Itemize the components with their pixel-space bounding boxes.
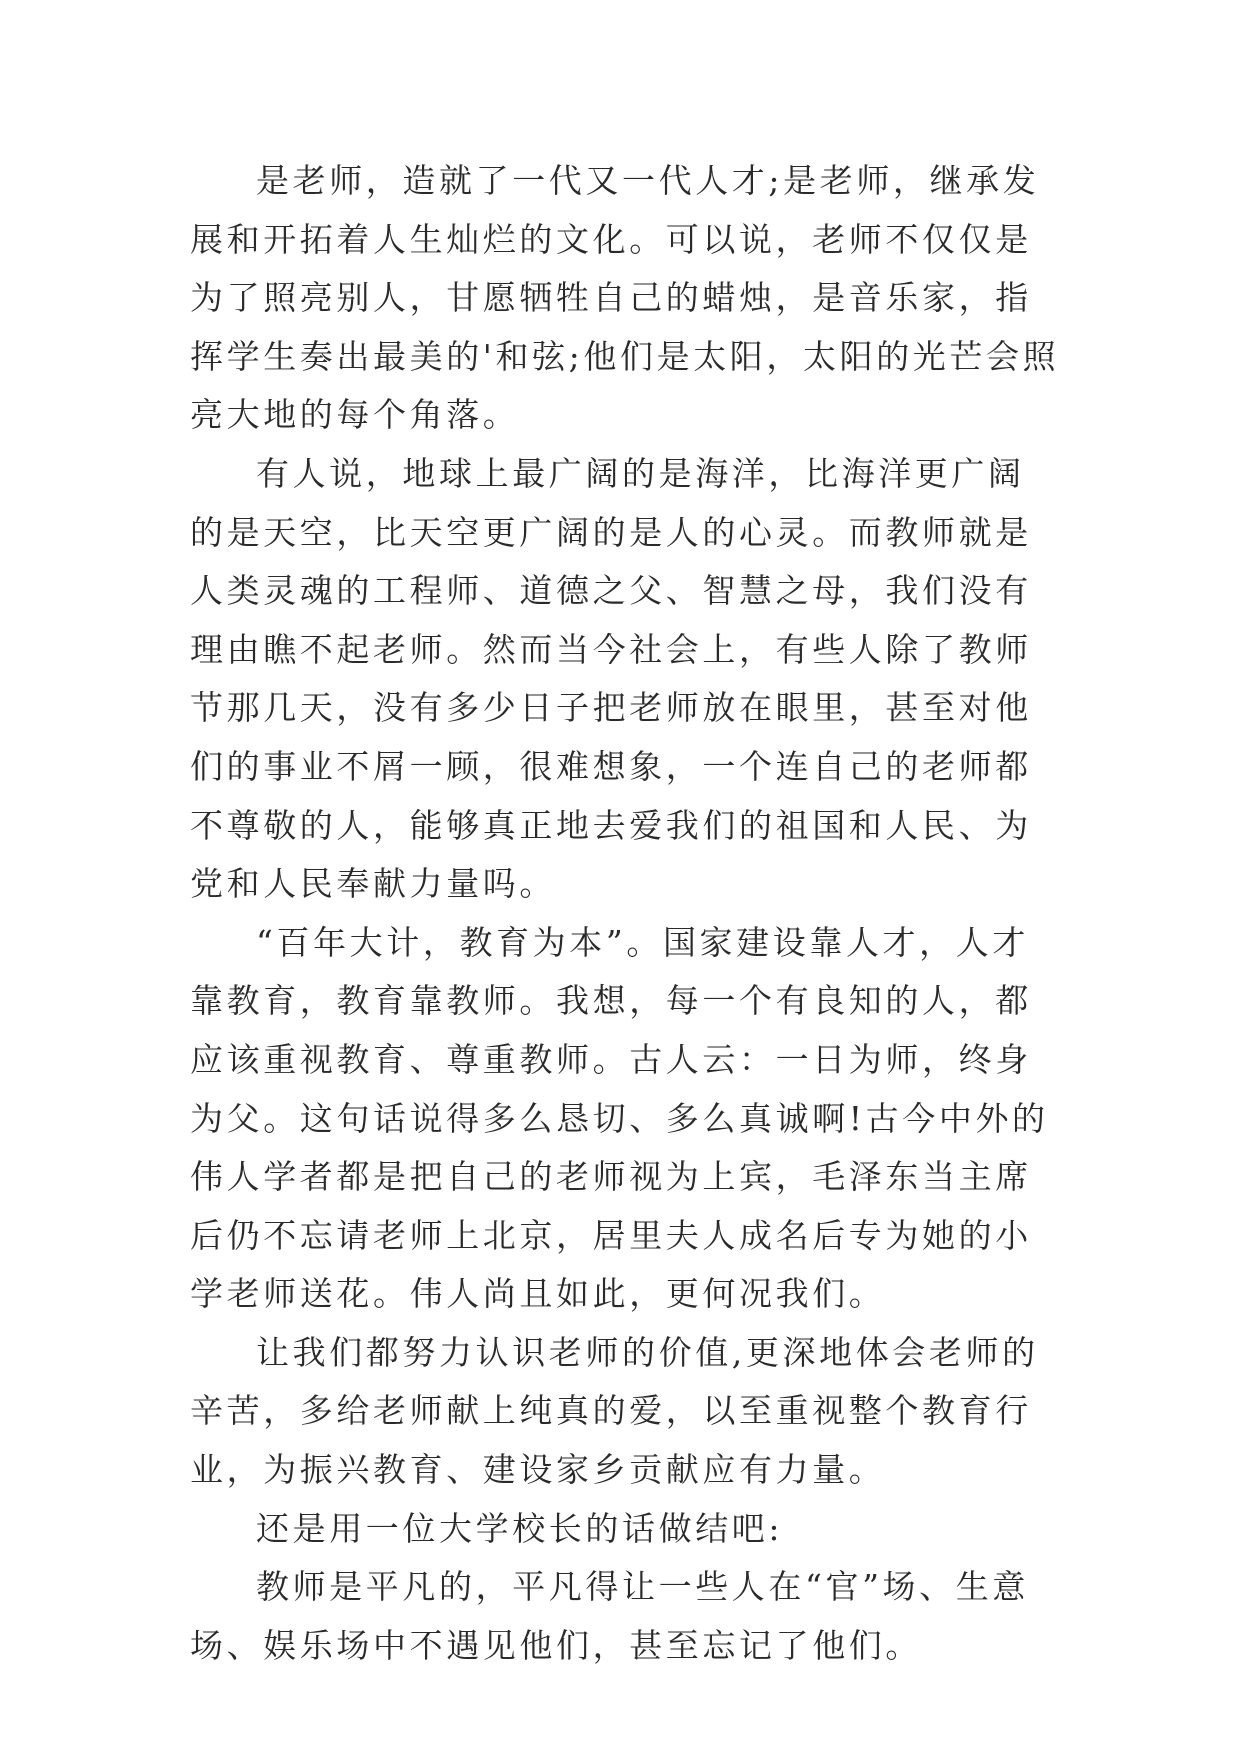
paragraph: 让我们都努力认识老师的价值,更深地体会老师的辛苦，多给老师献上纯真的爱，以至重视整个教育行业，为振兴教育、建设家乡贡献应有力量。 xyxy=(190,1332,1039,1490)
paragraph: 有人说，地球上最广阔的是海洋，比海洋更广阔的是天空，比天空更广阔的是人的心灵。而教师就是人类灵魂的工程师、道德之父、智慧之母，我们没有理由瞧不起老师。然而当今社会上，有些人除了教师节那几天，没有多少日子把老师放在眼里，甚至对他们的事业不屑一顾，很难想象，一个连自己的老师都不尊敬的人，能够真正地去爱我们的祖国和人民、为党和人民奉献力量吗。 xyxy=(190,453,1032,904)
document-body xyxy=(190,152,1060,1675)
paragraph: 教师是平凡的，平凡得让一些人在“官”场、生意场、娱乐场中不遇见他们，甚至忘记了他们。 xyxy=(190,1567,1029,1665)
paragraph: “百年大计，教育为本”。国家建设靠人才，人才靠教育，教育靠教师。我想，每一个有良知的人，都应该重视教育、尊重教师。古人云：一日为师，终身为父。这句话说得多么恳切、多么真诚啊!古今中外的伟人学者都是把自己的老师视为上宾，毛泽东当主席后仍不忘请老师上北京，居里夫人成名后专为她的小学老师送花。伟人尚且如此，更何况我们。 xyxy=(190,922,1049,1314)
paragraph: 还是用一位大学校长的话做结吧: xyxy=(256,1508,784,1548)
paragraph: 是老师，造就了一代又一代人才;是老师，继承发展和开拓着人生灿烂的文化。可以说，老师不仅仅是为了照亮别人，甘愿牺牲自己的蜡烛，是音乐家，指挥学生奏出最美的'和弦;他们是太阳，太阳的光芒会照亮大地的每个角落。 xyxy=(190,161,1060,435)
